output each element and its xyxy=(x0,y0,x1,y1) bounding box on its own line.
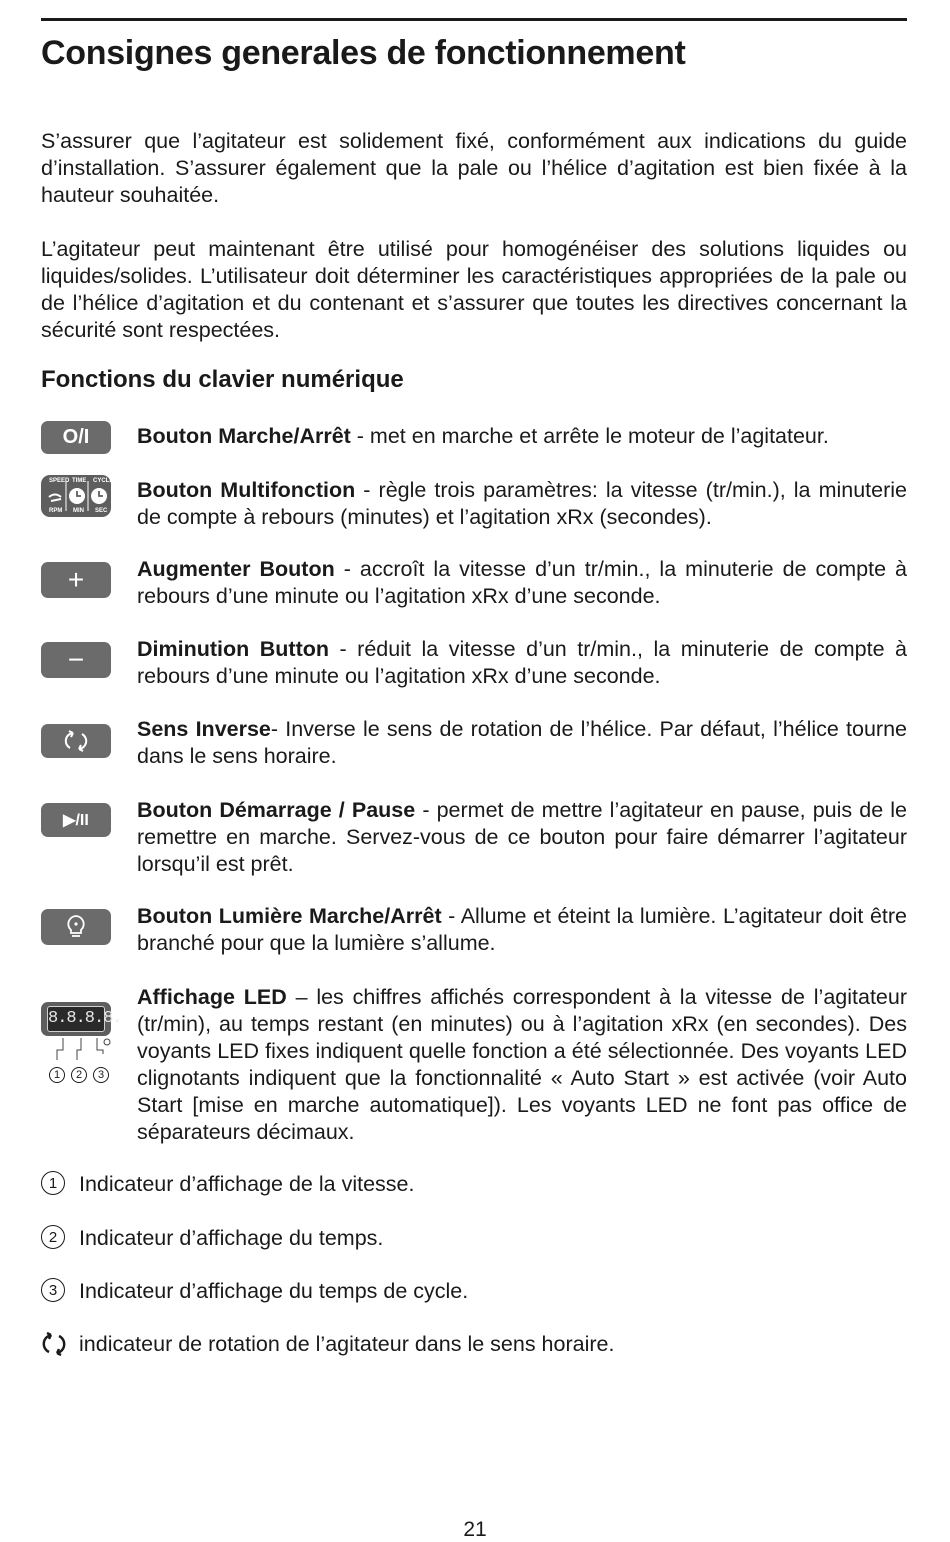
key-description xyxy=(137,556,907,610)
key-desc: - met en marche et arrête le moteur de l’agitateur. xyxy=(350,424,829,448)
indicator-mark: 2 xyxy=(41,1225,65,1249)
key-desc: - règle trois paramètres: la vitesse (tr/min.), la minuterie de compte à rebours (minutes) et l’agitation xRx (secondes). xyxy=(137,478,908,529)
multifunction-key-icon xyxy=(41,475,114,517)
led-digits: 8.8.8.8. xyxy=(47,1006,105,1032)
key-name: Diminution Button xyxy=(137,637,330,661)
key-name: Bouton Multifonction xyxy=(137,478,356,502)
min-mini-label: MIN xyxy=(73,508,84,514)
led-mark-3: 3 xyxy=(93,1067,109,1083)
indicator-text: Indicateur d’affichage de la vitesse. xyxy=(79,1172,415,1196)
light-key-icon xyxy=(41,909,111,945)
led-display-panel xyxy=(41,1002,122,1036)
top-rule xyxy=(41,18,907,21)
key-desc: - accroît la vitesse d’un tr/min., la minuterie de compte à rebours d’une minute ou l’agitation xRx d’une seconde. xyxy=(137,557,907,608)
key-desc: - Inverse le sens de rotation de l’hélice. Par défaut, l’hélice tourne dans le sens horaire. xyxy=(137,717,907,768)
reverse-key-icon xyxy=(41,724,111,758)
play-pause-key-icon: ▶/II xyxy=(41,803,111,837)
key-name: Sens Inverse xyxy=(137,717,271,741)
key-desc: - permet de mettre l’agitateur en pause, puis de le remettre en marche. Servez-vous de ce bouton pour faire démarrer l’agitateur lorsqu’il est prêt. xyxy=(137,798,908,876)
key-name: Bouton Démarrage / Pause xyxy=(137,798,416,822)
minus-key-icon: − xyxy=(41,642,111,678)
led-indicator-marks xyxy=(49,1067,119,1083)
indicator-mark: 1 xyxy=(41,1171,65,1195)
led-indicator-lines-icon xyxy=(41,1038,115,1066)
key-description xyxy=(137,477,907,531)
indicator-text: Indicateur d’affichage du temps. xyxy=(79,1226,384,1250)
intro-paragraph-2: L’agitateur peut maintenant être utilisé pour homogénéiser des solutions liquides ou liquides/solides. L’utilisateur doit déterminer les caractéristiques appropriées de la pale ou de l’hélice d’agitation et du contenant et s’assurer que toutes les directives concernant la sécurité sont respectées. xyxy=(41,237,907,342)
key-desc: - Allume et éteint la lumière. L’agitateur doit être branché pour que la lumière s’allume. xyxy=(137,904,907,955)
key-description xyxy=(137,636,907,690)
key-description xyxy=(137,903,907,957)
time-mini-label: TIME xyxy=(72,478,87,484)
plus-key-icon: + xyxy=(41,562,111,598)
key-description xyxy=(137,423,907,450)
key-description xyxy=(137,984,907,1146)
page-number: 21 xyxy=(463,1518,487,1541)
intro-paragraph-1: S’assurer que l’agitateur est solidement fixé, conformément aux indications du guide d’installation. S’assurer également que la pale ou l’hélice d’agitation est bien fixée à la hauteur souhaitée. xyxy=(41,129,907,207)
rotation-icon xyxy=(41,1331,67,1357)
key-name: Bouton Marche/Arrêt xyxy=(137,424,351,448)
key-name: Bouton Lumière Marche/Arrêt xyxy=(137,904,442,928)
speed-mini-label: SPEED xyxy=(49,478,70,484)
light-bulb-icon xyxy=(65,914,87,940)
key-desc: - réduit la vitesse d’un tr/min., la minuterie de compte à rebours d’une minute ou l’agitation xRx d’une seconde. xyxy=(137,637,907,688)
indicator-text: Indicateur d’affichage du temps de cycle. xyxy=(79,1279,469,1303)
power-key-icon: O/I xyxy=(41,421,111,454)
rpm-mini-label: RPM xyxy=(49,508,63,514)
key-description xyxy=(137,716,907,770)
key-description xyxy=(137,797,907,878)
led-mark-2: 2 xyxy=(71,1067,87,1083)
reverse-arrows-icon xyxy=(61,729,91,753)
keypad-heading: Fonctions du clavier numérique xyxy=(41,366,404,393)
cycle-mini-label: CYCLE xyxy=(93,478,114,484)
key-name: Affichage LED xyxy=(137,985,287,1009)
sec-mini-label: SEC xyxy=(95,508,108,514)
led-mark-1: 1 xyxy=(49,1067,65,1083)
key-desc: – les chiffres affichés correspondent à la vitesse de l’agitateur (tr/min), au temps restant (en minutes) ou à l’agitation xRx (en secondes). Des voyants LED fixes indiquent quelle fonction a été sélectionnée. Des voyants LED clignotants indiquent que la fonctionnalité « Auto Start » est activée (voir Auto Start [mise en marche automatique]). Les voyants LED ne font pas office de séparateurs décimaux. xyxy=(137,985,907,1144)
led-display-icon xyxy=(41,1002,122,1102)
indicator-text: indicateur de rotation de l’agitateur dans le sens horaire. xyxy=(79,1332,615,1356)
key-name: Augmenter Bouton xyxy=(137,557,335,581)
page-title: Consignes generales de fonctionnement xyxy=(41,34,686,72)
indicator-mark: 3 xyxy=(41,1278,65,1302)
